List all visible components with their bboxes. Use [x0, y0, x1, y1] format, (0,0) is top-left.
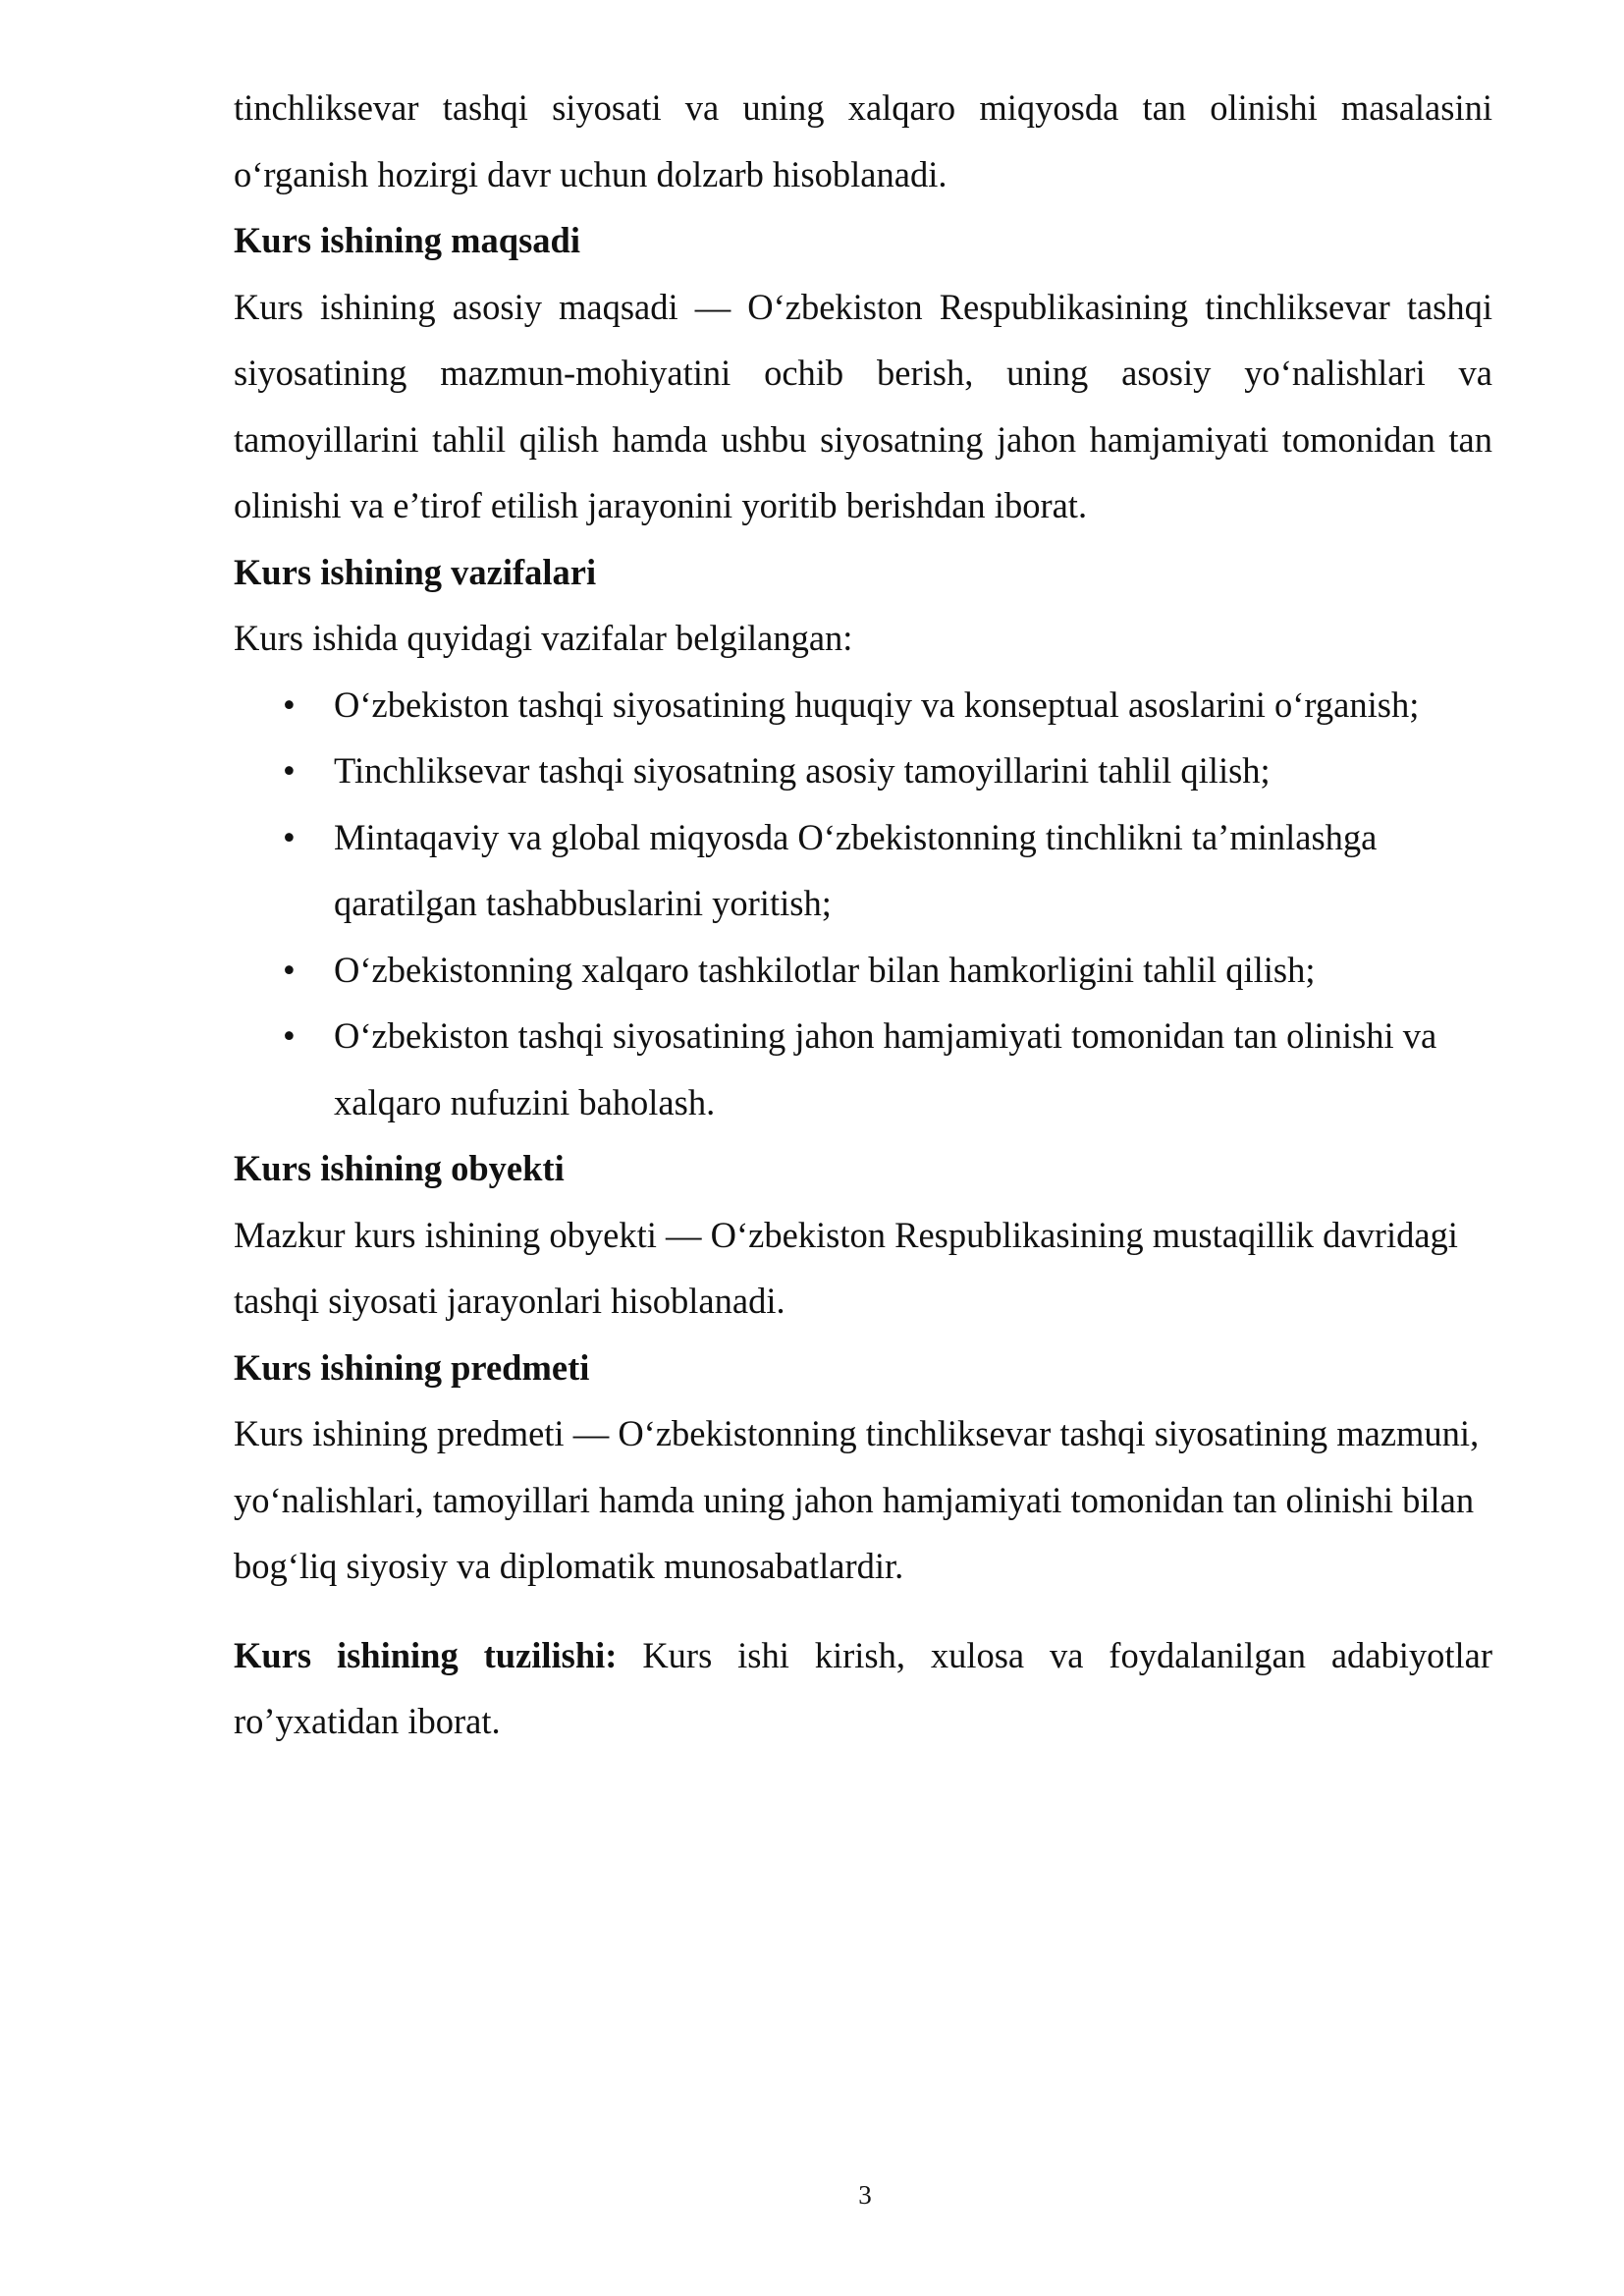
bullet-icon: • — [283, 750, 296, 791]
list-item — [234, 738, 1492, 804]
obyekt-text: Mazkur kurs ishining obyekti — Oʻzbekiston Respublikasining mustaqillik davridagi tashqi siyosati jarayonlari hisoblanadi. — [234, 1214, 1458, 1321]
vazifalar-list — [234, 672, 1492, 1136]
tuzilishi-text: Kurs ishi kirish, xulosa va foydalanilgan adabiyotlar ro’yxatidan iborat. — [234, 1634, 1493, 1741]
maqsad-heading: Kurs ishining maqsadi — [234, 220, 580, 260]
vazifalar-intro: Kurs ishida quyidagi vazifalar belgilangan: — [234, 618, 853, 658]
tuzilishi-paragraph — [234, 1622, 1492, 1755]
bullet-icon: • — [283, 949, 296, 990]
intro-continuation: tinchliksevar tashqi siyosati va uning xalqaro miqyosda tan olinishi masalasini oʻrganish hozirgi davr uchun dolzarb hisoblanadi. — [234, 87, 1492, 194]
list-item — [234, 937, 1492, 1004]
vazifalar-heading: Kurs ishining vazifalari — [234, 551, 597, 592]
list-item — [234, 804, 1492, 937]
bullet-icon: • — [283, 1015, 296, 1056]
maqsad-text: Kurs ishining asosiy maqsadi — Oʻzbekiston Respublikasining tinchliksevar tashqi siyosatining mazmun-mohiyatini ochib berish, uning asosiy yoʻnalishlari va tamoyillarini tahlil qilish hamda ushbu siyosatning jahon hamjamiyati tomonidan tan olinishi va e’tirof etilish jarayonini yoritib berishdan iborat. — [234, 286, 1492, 525]
list-item-text: Oʻzbekiston tashqi siyosatining huquqiy va konseptual asoslarini oʻrganish; — [334, 683, 1420, 725]
list-item-text: Oʻzbekistonning xalqaro tashkilotlar bilan hamkorligini tahlil qilish; — [334, 949, 1316, 990]
list-item-text: Oʻzbekiston tashqi siyosatining jahon hamjamiyati tomonidan tan olinishi va xalqaro nufuzini baholash. — [334, 1015, 1437, 1122]
list-item — [234, 1003, 1492, 1135]
list-item — [234, 672, 1492, 738]
page-body — [234, 75, 1492, 1755]
list-item-text: Mintaqaviy va global miqyosda Oʻzbekistonning tinchlikni ta’minlashga qaratilgan tashabbuslarini yoritish; — [334, 816, 1378, 923]
bullet-icon: • — [283, 816, 296, 857]
page-number: 3 — [858, 2180, 872, 2210]
tuzilishi-label: Kurs ishining tuzilishi: — [234, 1634, 618, 1675]
list-item-text: Tinchliksevar tashqi siyosatning asosiy tamoyillarini tahlil qilish; — [334, 750, 1271, 791]
bullet-icon: • — [283, 683, 296, 725]
predmet-text: Kurs ishining predmeti — Oʻzbekistonning tinchliksevar tashqi siyosatining mazmuni, yoʻnalishlari, tamoyillari hamda uning jahon hamjamiyati tomonidan tan olinishi bilan bogʻliq siyosiy va diplomatik munosabatlardir. — [234, 1413, 1480, 1586]
obyekt-heading: Kurs ishining obyekti — [234, 1148, 565, 1188]
predmet-heading: Kurs ishining predmeti — [234, 1346, 590, 1388]
